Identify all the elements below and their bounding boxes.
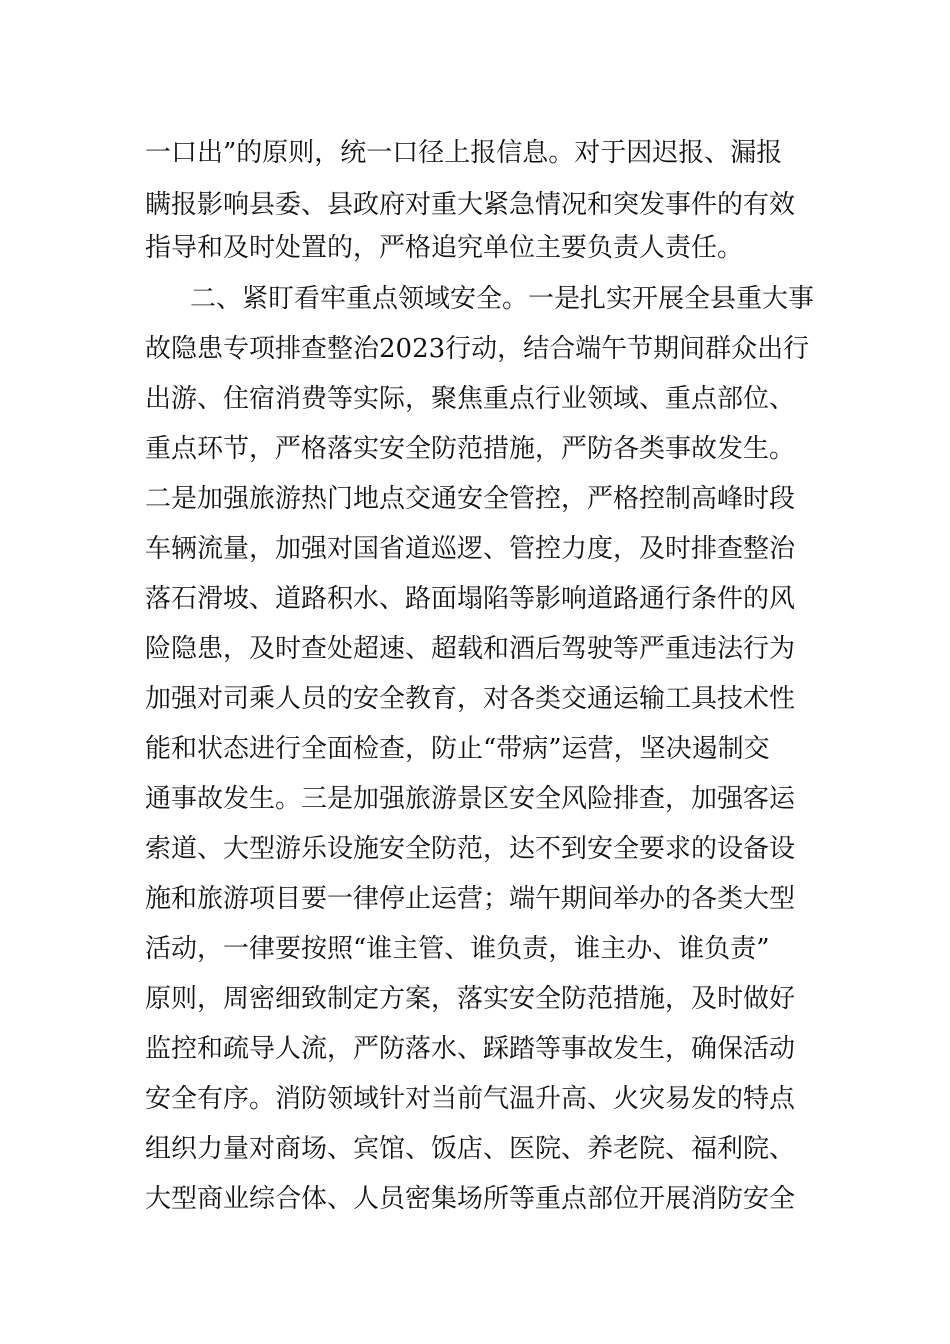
text-line: 重点环节，严格落实安全防范措施，严防各类事故发生。 <box>145 434 796 464</box>
paragraph-heading-line: 二、紧盯看牢重点领域安全。一是扎实开展全县重大事 <box>190 284 815 314</box>
text-line: 落石滑坡、道路积水、路面塌陷等影响道路通行条件的风 <box>145 584 796 614</box>
text-line: 一口出”的原则，统一口径上报信息。对于因迟报、漏报 <box>145 138 783 168</box>
text-line: 出游、住宿消费等实际，聚焦重点行业领域、重点部位、 <box>145 384 796 414</box>
text-line: 安全有序。消防领域针对当前气温升高、火灾易发的特点 <box>145 1084 796 1114</box>
text-line: 施和旅游项目要一律停止运营；端午期间举办的各类大型 <box>145 884 796 914</box>
text-line: 通事故发生。三是加强旅游景区安全风险排查，加强客运 <box>145 784 796 814</box>
text-line: 能和状态进行全面检查，防止“带病”运营，坚决遏制交 <box>145 734 770 764</box>
text-line: 组织力量对商场、宾馆、饭店、医院、养老院、福利院、 <box>145 1134 796 1164</box>
text-line: 大型商业综合体、人员密集场所等重点部位开展消防安全 <box>145 1184 796 1214</box>
text-line: 活动，一律要按照“谁主管、谁负责，谁主办、谁负责” <box>145 934 770 964</box>
text-line: 原则，周密细致制定方案，落实安全防范措施，及时做好 <box>145 984 796 1014</box>
text-line: 车辆流量，加强对国省道巡逻、管控力度，及时排查整治 <box>145 534 796 564</box>
text-line: 故隐患专项排查整治2023行动，结合端午节期间群众出行 <box>145 334 810 364</box>
text-line: 瞒报影响县委、县政府对重大紧急情况和突发事件的有效 <box>145 190 796 220</box>
text-line: 监控和疏导人流，严防落水、踩踏等事故发生，确保活动 <box>145 1034 796 1064</box>
text-line: 险隐患，及时查处超速、超载和酒后驾驶等严重违法行为 <box>145 634 796 664</box>
text-line: 二是加强旅游热门地点交通安全管控，严格控制高峰时段 <box>145 484 796 514</box>
text-line: 索道、大型游乐设施安全防范，达不到安全要求的设备设 <box>145 834 796 864</box>
text-line: 加强对司乘人员的安全教育，对各类交通运输工具技术性 <box>145 684 796 714</box>
text-line: 指导和及时处置的，严格追究单位主要负责人责任。 <box>145 233 744 263</box>
